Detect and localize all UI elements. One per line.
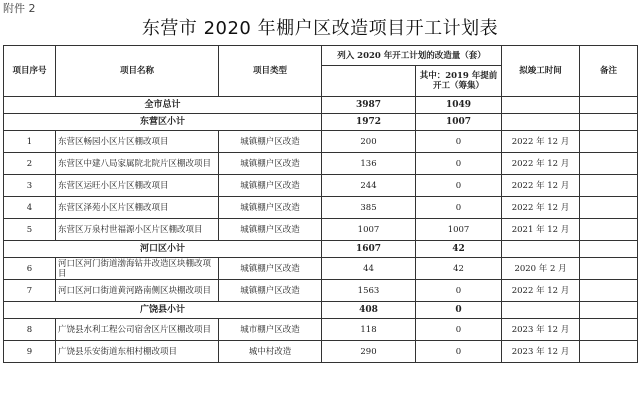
table-row (4, 258, 638, 280)
table-row (4, 175, 638, 197)
row-remark (580, 175, 638, 197)
row-type: 城中村改造 (219, 341, 322, 363)
row-remark (580, 219, 638, 241)
row-seq: 5 (4, 219, 56, 241)
row-type: 城镇棚户区改造 (219, 131, 322, 153)
summary-row-guangrao (4, 302, 638, 319)
summary-label: 全市总计 (4, 97, 322, 114)
row-time: 2023 年 12 月 (502, 341, 580, 363)
summary-early: 1007 (416, 114, 502, 131)
row-planned: 200 (322, 131, 416, 153)
summary-label: 东营区小计 (4, 114, 322, 131)
table-row (4, 219, 638, 241)
row-remark (580, 280, 638, 302)
header-row (4, 46, 638, 66)
summary-label: 广饶县小计 (4, 302, 322, 319)
table-row (4, 341, 638, 363)
row-type: 城镇棚户区改造 (219, 197, 322, 219)
summary-planned: 3987 (322, 97, 416, 114)
row-name: 河口区河口街道黄河路南侧区块棚改项目 (56, 280, 219, 302)
summary-planned: 1972 (322, 114, 416, 131)
table-row (4, 131, 638, 153)
row-early: 0 (416, 341, 502, 363)
summary-planned: 1607 (322, 241, 416, 258)
row-seq: 1 (4, 131, 56, 153)
row-time: 2021 年 12 月 (502, 219, 580, 241)
plan-table (3, 45, 638, 363)
row-time: 2023 年 12 月 (502, 319, 580, 341)
row-time: 2022 年 12 月 (502, 153, 580, 175)
row-seq: 9 (4, 341, 56, 363)
summary-early: 42 (416, 241, 502, 258)
attachment-label: 附件 2 (3, 2, 36, 15)
row-planned: 1007 (322, 219, 416, 241)
row-early: 0 (416, 175, 502, 197)
row-name: 河口区河门街道渤海钻井改造区块棚改项目 (56, 258, 219, 280)
header-name: 项目名称 (56, 46, 219, 97)
row-planned: 118 (322, 319, 416, 341)
row-type: 城市棚户区改造 (219, 319, 322, 341)
header-remark: 备注 (580, 46, 638, 97)
summary-row-total (4, 97, 638, 114)
row-type: 城镇棚户区改造 (219, 258, 322, 280)
row-early: 0 (416, 319, 502, 341)
row-early: 42 (416, 258, 502, 280)
row-planned: 44 (322, 258, 416, 280)
row-planned: 290 (322, 341, 416, 363)
row-remark (580, 258, 638, 280)
row-early: 0 (416, 131, 502, 153)
row-type: 城镇棚户区改造 (219, 219, 322, 241)
row-name: 广饶县乐安街道东相村棚改项目 (56, 341, 219, 363)
row-seq: 3 (4, 175, 56, 197)
row-planned: 244 (322, 175, 416, 197)
summary-label: 河口区小计 (4, 241, 322, 258)
row-type: 城镇棚户区改造 (219, 175, 322, 197)
row-remark (580, 319, 638, 341)
row-seq: 7 (4, 280, 56, 302)
summary-planned: 408 (322, 302, 416, 319)
summary-early: 0 (416, 302, 502, 319)
row-seq: 6 (4, 258, 56, 280)
row-name: 东营区中建八局家属院北院片区棚改项目 (56, 153, 219, 175)
row-name: 东营区泽苑小区片区棚改项目 (56, 197, 219, 219)
table-row (4, 280, 638, 302)
summary-row-hekou (4, 241, 638, 258)
summary-early: 1049 (416, 97, 502, 114)
row-type: 城镇棚户区改造 (219, 280, 322, 302)
header-planned-blank (322, 66, 416, 97)
row-seq: 2 (4, 153, 56, 175)
row-time: 2022 年 12 月 (502, 197, 580, 219)
row-remark (580, 153, 638, 175)
header-type: 项目类型 (219, 46, 322, 97)
table-row (4, 197, 638, 219)
row-remark (580, 131, 638, 153)
row-planned: 136 (322, 153, 416, 175)
row-time: 2022 年 12 月 (502, 131, 580, 153)
summary-row-dongying (4, 114, 638, 131)
row-remark (580, 341, 638, 363)
row-time: 2020 年 2 月 (502, 258, 580, 280)
row-early: 0 (416, 153, 502, 175)
row-seq: 8 (4, 319, 56, 341)
header-early: 其中：2019 年提前开工（筹集） (416, 66, 502, 97)
row-time: 2022 年 12 月 (502, 280, 580, 302)
page-title: 东营市 2020 年棚户区改造项目开工计划表 (141, 18, 499, 39)
header-start-time: 拟竣工时间 (502, 46, 580, 97)
header-seq: 项目序号 (4, 46, 56, 97)
table-row (4, 319, 638, 341)
row-name: 广饶县水利工程公司宿舍区片区棚改项目 (56, 319, 219, 341)
row-name: 东营区万泉村世福源小区片区棚改项目 (56, 219, 219, 241)
row-planned: 385 (322, 197, 416, 219)
row-type: 城镇棚户区改造 (219, 153, 322, 175)
row-seq: 4 (4, 197, 56, 219)
row-planned: 1563 (322, 280, 416, 302)
table-row (4, 153, 638, 175)
header-planned: 列入 2020 年开工计划的改造量（套） (322, 46, 502, 66)
row-time: 2022 年 12 月 (502, 175, 580, 197)
row-early: 0 (416, 280, 502, 302)
row-remark (580, 197, 638, 219)
row-name: 东营区运旺小区片区棚改项目 (56, 175, 219, 197)
row-early: 1007 (416, 219, 502, 241)
row-early: 0 (416, 197, 502, 219)
row-name: 东营区畅园小区片区棚改项目 (56, 131, 219, 153)
